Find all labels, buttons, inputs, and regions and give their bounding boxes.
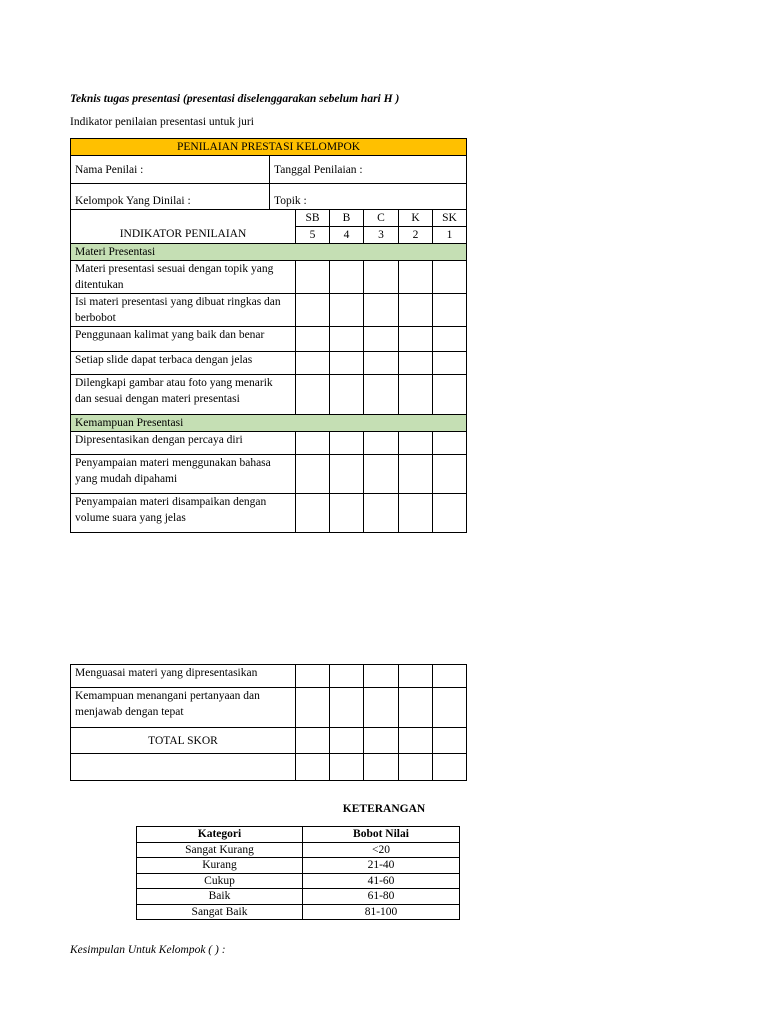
empty-cell[interactable] — [296, 754, 330, 781]
scale-value: 2 — [399, 227, 433, 244]
topik-field[interactable]: Topik : — [270, 184, 467, 210]
score-cell[interactable] — [296, 261, 330, 294]
score-cell[interactable] — [330, 432, 364, 455]
indicator-row: Penyampaian materi menggunakan bahasa yang mudah dipahami — [71, 455, 296, 494]
score-cell[interactable] — [399, 665, 433, 688]
score-cell[interactable] — [330, 455, 364, 494]
score-cell[interactable] — [296, 688, 330, 728]
section-title-kemampuan: Kemampuan Presentasi — [71, 415, 467, 432]
indicator-row: Dipresentasikan dengan percaya diri — [71, 432, 296, 455]
total-cell[interactable] — [399, 728, 433, 754]
indicator-row: Menguasai materi yang dipresentasikan — [71, 665, 296, 688]
score-cell[interactable] — [433, 494, 467, 533]
scale-label: SB — [296, 210, 330, 227]
assessment-table — [70, 138, 467, 533]
empty-cell[interactable] — [399, 754, 433, 781]
ket-kategori: Cukup — [137, 873, 303, 889]
scale-label: SK — [433, 210, 467, 227]
indicator-row: Kemampuan menangani pertanyaan dan menjawab dengan tepat — [71, 688, 296, 728]
score-cell[interactable] — [330, 327, 364, 352]
score-cell[interactable] — [296, 327, 330, 352]
indicator-row: Materi presentasi sesuai dengan topik yang ditentukan — [71, 261, 296, 294]
score-cell[interactable] — [399, 327, 433, 352]
scale-value: 1 — [433, 227, 467, 244]
indikator-header: INDIKATOR PENILAIAN — [71, 210, 296, 244]
score-cell[interactable] — [433, 352, 467, 375]
score-cell[interactable] — [364, 261, 399, 294]
score-cell[interactable] — [296, 352, 330, 375]
total-cell[interactable] — [433, 728, 467, 754]
scale-value: 3 — [364, 227, 399, 244]
score-cell[interactable] — [364, 375, 399, 415]
score-cell[interactable] — [399, 455, 433, 494]
score-cell[interactable] — [399, 294, 433, 327]
score-cell[interactable] — [330, 375, 364, 415]
score-cell[interactable] — [296, 665, 330, 688]
ket-bobot: 21-40 — [303, 858, 460, 874]
empty-cell[interactable] — [71, 754, 296, 781]
keterangan-title: KETERANGAN — [342, 803, 426, 815]
indicator-row: Setiap slide dapat terbaca dengan jelas — [71, 352, 296, 375]
scale-value: 5 — [296, 227, 330, 244]
kelompok-dinilai-field[interactable]: Kelompok Yang Dinilai : — [71, 184, 270, 210]
score-cell[interactable] — [330, 261, 364, 294]
ket-header: Bobot Nilai — [303, 827, 460, 843]
score-cell[interactable] — [364, 688, 399, 728]
score-cell[interactable] — [433, 375, 467, 415]
page-subtitle: Indikator penilaian presentasi untuk juri — [70, 116, 254, 128]
total-cell[interactable] — [330, 728, 364, 754]
score-cell[interactable] — [364, 294, 399, 327]
nama-penilai-field[interactable]: Nama Penilai : — [71, 156, 270, 184]
score-cell[interactable] — [364, 455, 399, 494]
score-cell[interactable] — [296, 455, 330, 494]
ket-bobot: 41-60 — [303, 873, 460, 889]
tanggal-penilaian-field[interactable]: Tanggal Penilaian : — [270, 156, 467, 184]
scale-label: B — [330, 210, 364, 227]
empty-cell[interactable] — [433, 754, 467, 781]
scale-label: K — [399, 210, 433, 227]
score-cell[interactable] — [296, 494, 330, 533]
ket-bobot: 81-100 — [303, 904, 460, 920]
kesimpulan-label: Kesimpulan Untuk Kelompok ( ) : — [70, 944, 226, 956]
indicator-row: Penggunaan kalimat yang baik dan benar — [71, 327, 296, 352]
score-cell[interactable] — [330, 688, 364, 728]
total-cell[interactable] — [364, 728, 399, 754]
page-title: Teknis tugas presentasi (presentasi diselenggarakan sebelum hari H ) — [70, 93, 400, 105]
indicator-row: Penyampaian materi disampaikan dengan volume suara yang jelas — [71, 494, 296, 533]
assessment-table-continued — [70, 664, 467, 781]
indicator-row: Dilengkapi gambar atau foto yang menarik dan sesuai dengan materi presentasi — [71, 375, 296, 415]
scale-value: 4 — [330, 227, 364, 244]
score-cell[interactable] — [399, 494, 433, 533]
score-cell[interactable] — [399, 261, 433, 294]
score-cell[interactable] — [399, 352, 433, 375]
score-cell[interactable] — [364, 352, 399, 375]
keterangan-table — [136, 826, 460, 920]
ket-bobot: <20 — [303, 842, 460, 858]
score-cell[interactable] — [399, 688, 433, 728]
score-cell[interactable] — [433, 261, 467, 294]
indicator-row: Isi materi presentasi yang dibuat ringkas dan berbobot — [71, 294, 296, 327]
score-cell[interactable] — [364, 665, 399, 688]
score-cell[interactable] — [433, 327, 467, 352]
empty-cell[interactable] — [330, 754, 364, 781]
score-cell[interactable] — [399, 432, 433, 455]
score-cell[interactable] — [296, 294, 330, 327]
score-cell[interactable] — [296, 432, 330, 455]
score-cell[interactable] — [433, 688, 467, 728]
ket-kategori: Kurang — [137, 858, 303, 874]
form-title: PENILAIAN PRESTASI KELOMPOK — [71, 139, 467, 156]
total-cell[interactable] — [296, 728, 330, 754]
score-cell[interactable] — [330, 665, 364, 688]
score-cell[interactable] — [433, 294, 467, 327]
score-cell[interactable] — [433, 455, 467, 494]
score-cell[interactable] — [433, 665, 467, 688]
score-cell[interactable] — [364, 432, 399, 455]
score-cell[interactable] — [330, 294, 364, 327]
section-title-materi: Materi Presentasi — [71, 244, 467, 261]
ket-kategori: Sangat Baik — [137, 904, 303, 920]
ket-bobot: 61-80 — [303, 889, 460, 905]
scale-label: C — [364, 210, 399, 227]
ket-kategori: Baik — [137, 889, 303, 905]
score-cell[interactable] — [433, 432, 467, 455]
ket-kategori: Sangat Kurang — [137, 842, 303, 858]
score-cell[interactable] — [364, 494, 399, 533]
empty-cell[interactable] — [364, 754, 399, 781]
total-skor-label: TOTAL SKOR — [71, 728, 296, 754]
score-cell[interactable] — [399, 375, 433, 415]
score-cell[interactable] — [330, 352, 364, 375]
ket-header: Kategori — [137, 827, 303, 843]
score-cell[interactable] — [364, 327, 399, 352]
score-cell[interactable] — [296, 375, 330, 415]
score-cell[interactable] — [330, 494, 364, 533]
